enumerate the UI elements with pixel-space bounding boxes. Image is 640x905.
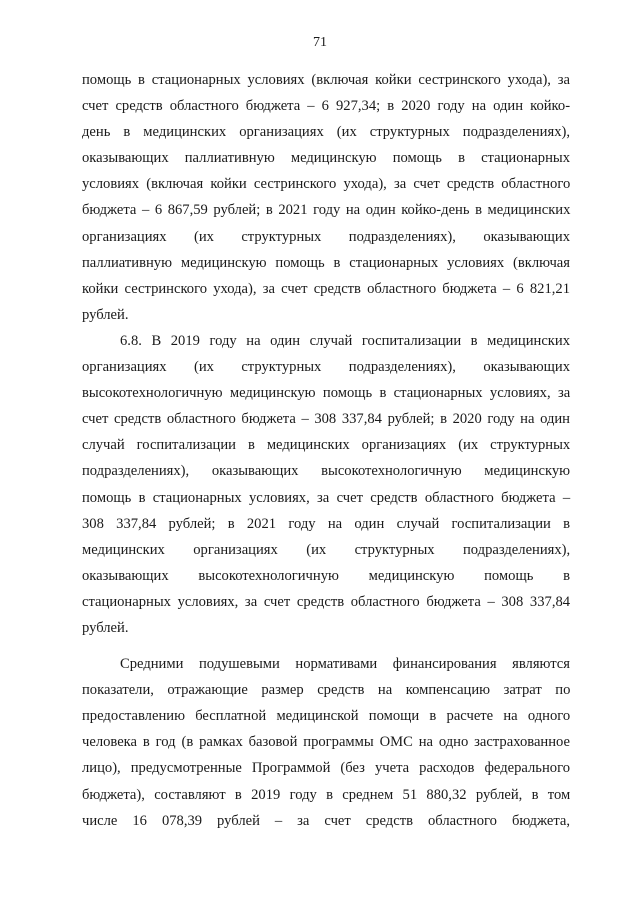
- text-line: 6.8. В 2019 году на один случай госпитализации в медицинских: [120, 332, 570, 349]
- text-line: лицо), предусмотренные Программой (без учета расходов федерального: [82, 760, 570, 777]
- text-line: рублей.: [82, 619, 129, 636]
- text-line: показатели, отражающие размер средств на компенсацию затрат по: [82, 682, 571, 699]
- text-line: 308 337,84 рублей; в 2021 году на один случай госпитализации в: [82, 515, 570, 532]
- text-line: помощь в стационарных условиях, за счет средств областного бюджета –: [82, 489, 571, 506]
- text-line: рублей.: [82, 306, 129, 323]
- text-line: бюджета), составляют в 2019 году в среднем 51 880,32 рублей, в том: [82, 786, 571, 803]
- text-line: помощь в стационарных условиях (включая койки сестринского ухода), за: [82, 72, 570, 88]
- body-text: [82, 67, 570, 834]
- page-number: 71: [313, 35, 327, 50]
- text-line: высокотехнологичную медицинскую помощь в стационарных условиях, за: [82, 385, 571, 402]
- text-line: условиях (включая койки сестринского ухода), за счет средств областного: [82, 176, 571, 193]
- text-line: предоставлению бесплатной медицинской помощи в расчете на одного: [82, 708, 571, 725]
- text-line: подразделениях), оказывающих высокотехнологичную медицинскую: [82, 463, 571, 480]
- text-line: случай госпитализации в медицинских организациях (их структурных: [82, 437, 571, 454]
- text-line: организациях (их структурных подразделениях), оказывающих: [82, 359, 570, 376]
- text-line: бюджета – 6 867,59 рублей; в 2021 году на один койко-день в медицинских: [82, 202, 571, 219]
- text-line: оказывающих высокотехнологичную медицинскую помощь в: [82, 567, 570, 584]
- text-line: день в медицинских организациях (их структурных подразделениях),: [82, 124, 570, 141]
- text-line: организациях (их структурных подразделениях), оказывающих: [82, 228, 570, 245]
- paragraph-palliative-care: [82, 67, 570, 328]
- text-line: медицинских организациях (их структурных подразделениях),: [82, 541, 571, 558]
- text-line: человека в год (в рамках базовой программы ОМС на одно застрахованное: [82, 734, 570, 751]
- text-line: стационарных условиях, за счет средств областного бюджета – 308 337,84: [82, 593, 571, 610]
- text-line: счет средств областного бюджета – 6 927,34; в 2020 году на один койко-: [82, 98, 571, 115]
- paragraph-per-capita-norms: [82, 651, 570, 834]
- text-line: оказывающих паллиативную медицинскую помощь в стационарных: [82, 150, 570, 167]
- text-line: паллиативную медицинскую помощь в стационарных условиях (включая: [82, 254, 570, 271]
- paragraph-high-tech-care: [82, 328, 570, 641]
- text-line: Средними подушевыми нормативами финансирования являются: [120, 656, 570, 673]
- text-line: числе 16 078,39 рублей – за счет средств областного бюджета,: [82, 812, 570, 829]
- text-line: счет средств областного бюджета – 308 337,84 рублей; в 2020 году на один: [82, 411, 570, 428]
- text-line: койки сестринского ухода), за счет средств областного бюджета – 6 821,21: [82, 280, 570, 297]
